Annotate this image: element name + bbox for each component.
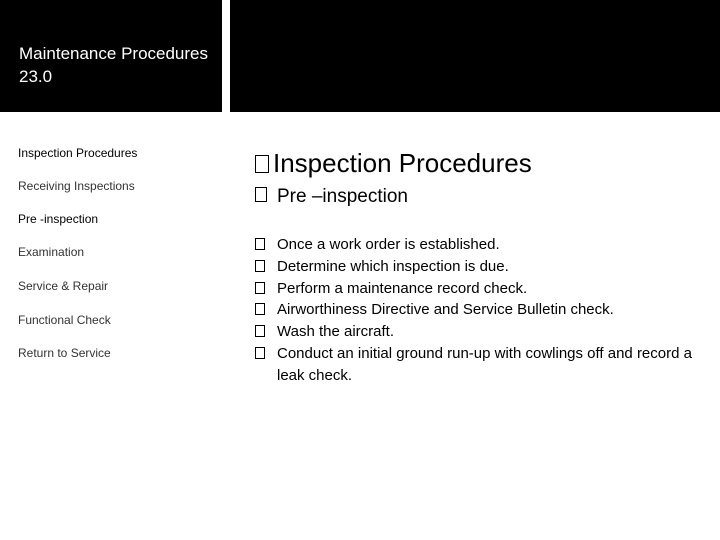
nav-item-receiving-inspections[interactable]: Receiving Inspections (18, 179, 135, 193)
header-band-right (230, 0, 720, 112)
bullet-square-icon (255, 303, 265, 315)
bullet-square-icon (255, 187, 267, 202)
nav-item-inspection-procedures[interactable]: Inspection Procedures (18, 146, 138, 160)
nav-item-functional-check[interactable]: Functional Check (18, 313, 111, 327)
list-item (255, 343, 695, 387)
nav-item-examination[interactable]: Examination (18, 245, 85, 259)
bullet-square-icon (255, 347, 265, 359)
bullet-square-icon (255, 238, 265, 250)
nav-item-pre-inspection[interactable]: Pre -inspection (18, 212, 99, 226)
slide-subheading-text: Pre –inspection (277, 186, 408, 207)
nav-item-return-to-service[interactable]: Return to Service (18, 346, 111, 360)
list-item-text: Conduct an initial ground run-up with cowlings off and record a leak check. (277, 344, 692, 384)
list-item (255, 256, 695, 278)
list-item-text: Determine which inspection is due. (277, 257, 509, 275)
bullet-list (255, 234, 695, 387)
slide-heading (255, 148, 532, 179)
bullet-square-icon (255, 282, 265, 294)
list-item-text: Once a work order is established. (277, 236, 500, 253)
list-item-text: Perform a maintenance record check. (277, 279, 528, 297)
list-item (255, 299, 695, 321)
header-band-left (0, 0, 222, 112)
nav-item-service-repair[interactable]: Service & Repair (18, 279, 109, 293)
slide-heading-text: Inspection Procedures (273, 148, 532, 178)
list-item-text: Airworthiness Directive and Service Bulletin check. (277, 301, 614, 319)
bullet-square-icon (255, 260, 265, 272)
list-item (255, 234, 695, 256)
slide-subheading (255, 186, 408, 208)
bullet-square-icon (255, 325, 265, 337)
list-item (255, 278, 695, 300)
list-item (255, 321, 695, 343)
bullet-square-icon (255, 155, 269, 173)
deck-title: Maintenance Procedures 23.0 (19, 44, 209, 86)
list-item-text: Wash the aircraft. (277, 323, 394, 341)
